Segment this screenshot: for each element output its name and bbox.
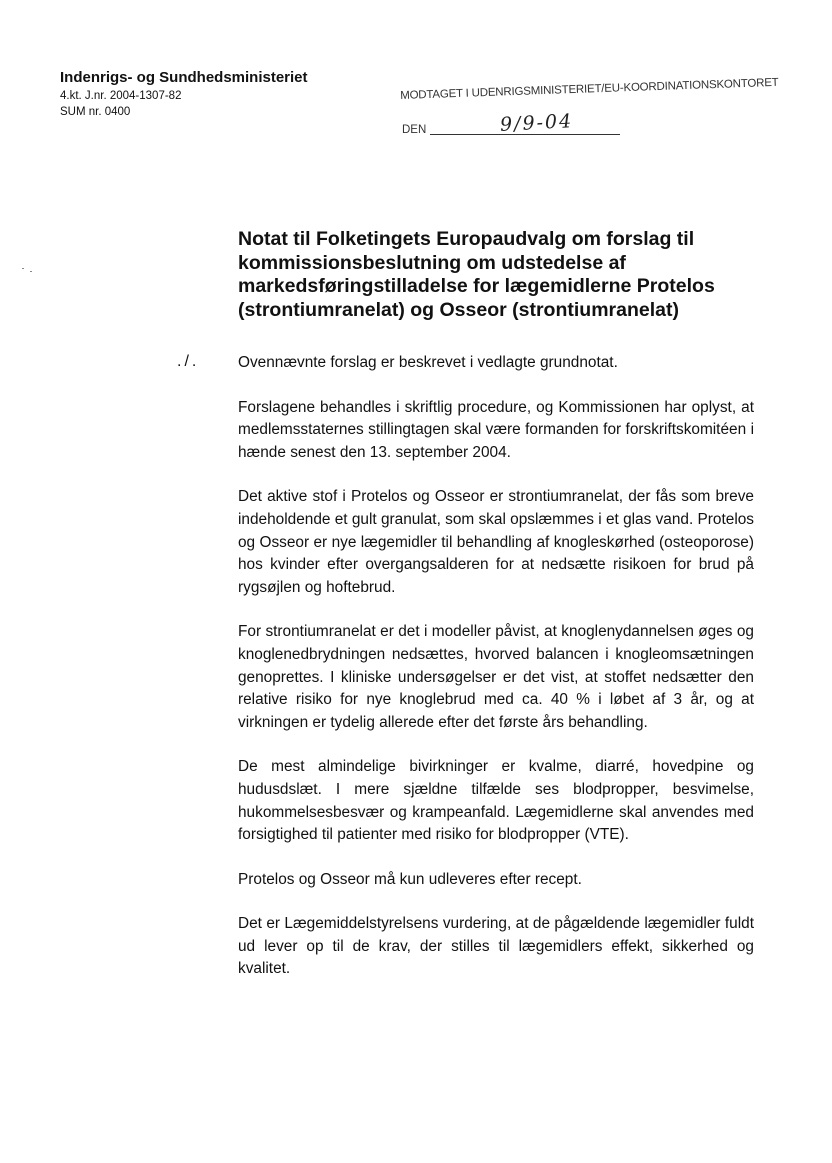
document-title: Notat til Folketingets Europaudvalg om forslag til kommissionsbeslutning om udstedelse af markedsføringstilladelse for lægemidlerne Protelos (strontiumranelat) og Osseor (strontiumranelat): [238, 228, 715, 321]
paragraph: Det aktive stof i Protelos og Osseor er strontiumranelat, der fås som breve indeholdende et gult granulat, som skal opslæmmes i et glas vand. Protelos og Osseor er nye lægemidler til behandling af knogleskørhed (osteoporose) hos kvinder efter overgangsalderen for at nedsætte risikoen for brud på rygsøjlen og hoftebrud.: [238, 488, 754, 596]
paragraph: Protelos og Osseor må kun udleveres efter recept.: [238, 870, 582, 888]
stamp-title: MODTAGET I UDENRIGSMINISTERIET/EU-KOORDINATIONSKONTORET: [400, 76, 779, 102]
attachment-marker: ./.: [177, 353, 200, 370]
sum-number: SUM nr. 0400: [60, 106, 131, 118]
paragraph: De mest almindelige bivirkninger er kvalme, diarré, hovedpine og hudusdslæt. I mere sjældne tilfælde ses blodpropper, besvimelse, hukommelsesbesvær og krampeanfald. Lægemidlerne skal anvendes med forsigtighed til patienter med risiko for blodpropper (VTE).: [238, 758, 754, 844]
paragraph: For strontiumranelat er det i modeller påvist, at knoglenydannelsen øges og knoglenedbrydningen nedsættes, hvorved balancen i knogleomsætningen genoprettes. I kliniske undersøgelser er det vist, at stoffet nedsætter den relative risiko for nye knoglebrud med ca. 40 % i løbet af 3 år, og at virkningen er tydelig allerede efter det første års behandling.: [238, 623, 754, 731]
scan-speck: [22, 268, 24, 269]
stamp-den-label: DEN: [402, 124, 427, 136]
received-stamp: [400, 76, 779, 150]
paragraph: Ovennævnte forslag er beskrevet i vedlagte grundnotat.: [238, 354, 618, 371]
document-body: [238, 352, 754, 1003]
stamp-handwritten-date: 9/9-04: [499, 110, 574, 136]
journal-number: 4.kt. J.nr. 2004-1307-82: [60, 90, 182, 102]
sender-block: [60, 68, 308, 120]
scan-speck: [30, 271, 32, 272]
paragraph: Det er Lægemiddelstyrelsens vurdering, at de pågældende lægemidler fuldt ud lever op til de krav, der stilles til lægemidlers effekt, sikkerhed og kvalitet.: [238, 915, 754, 978]
ministry-name: Indenrigs- og Sundhedsministeriet: [60, 69, 308, 86]
paragraph: Forslagene behandles i skriftlig procedure, og Kommissionen har oplyst, at medlemsstaternes stillingtagen skal være formanden for forskriftskomitéen i hænde senest den 13. september 2004.: [238, 398, 754, 461]
